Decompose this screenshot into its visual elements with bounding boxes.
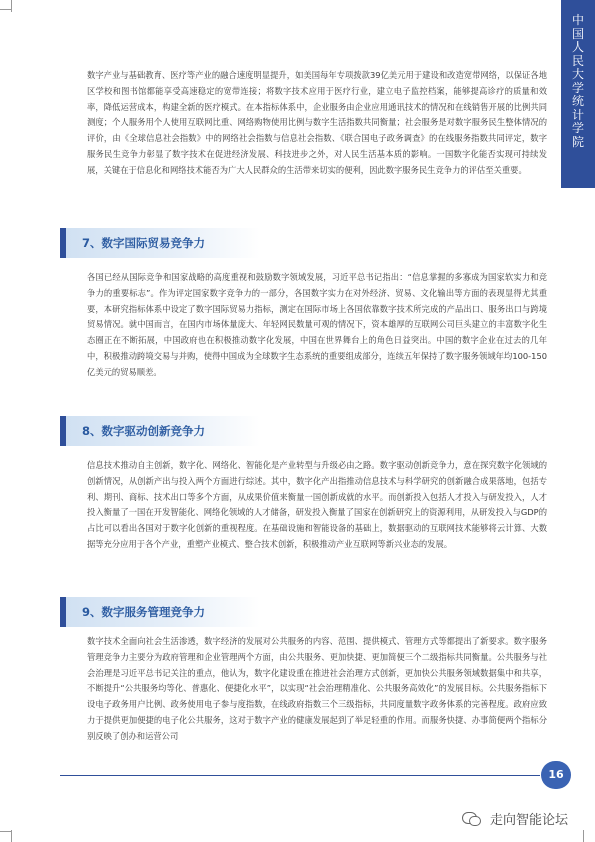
side-tab-char: 统 bbox=[571, 94, 584, 108]
wechat-icon bbox=[462, 810, 482, 826]
side-tab-char: 计 bbox=[571, 107, 584, 122]
side-tab-title bbox=[561, 14, 595, 149]
page-number: 16 bbox=[541, 761, 571, 789]
crop-mark-top-left-v bbox=[11, 0, 12, 12]
section-title: 8、数字驱动创新竞争力 bbox=[82, 424, 206, 438]
heading-accent-bar bbox=[60, 228, 66, 258]
section-title: 7、数字国际贸易竞争力 bbox=[82, 236, 206, 250]
side-tab bbox=[561, 0, 595, 188]
footer-rule bbox=[60, 775, 540, 776]
watermark-text: 走向智能论坛 bbox=[490, 812, 569, 828]
side-tab-char: 学 bbox=[571, 80, 584, 95]
side-tab-char: 大 bbox=[571, 67, 584, 81]
side-tab-char: 人 bbox=[571, 40, 584, 54]
section-heading-7 bbox=[60, 228, 260, 258]
section-heading-8 bbox=[60, 416, 260, 446]
section-paragraph-9: 数字技术全面向社会生活渗透，数字经济的发展对公共服务的内容、范围、提供模式、管理方式等都提出了新要求。数字服务管理竞争力主要分为政府管理和企业管理两个方面，由公共服务、更加快捷、更加简便三个二级指标共同衡量。公共服务与社会治理是习近平总书记关注的重点，他认为，数字化建设重在推进社会治理方式创新，更加快公共服务领域数据集中和共享，不断提升“公共服务均等化、普惠化、便捷化水平”，以实现“社会治理精准化、公共服务高效化”的发展目标。公共服务指标下设电子政务用户比例、政务使用电子参与度指数，在线政府指数三个三级指标，共同度量数字政务体系的完善程度。政府应致力于提供更加便捷的电子化公共服务，这对于数字产业的健康发展起到了举足轻重的作用。而服务快捷、办事简便两个指标分别反映了创办和运营公司 bbox=[87, 636, 547, 741]
section-title: 9、数字服务管理竞争力 bbox=[82, 605, 206, 619]
heading-accent-bar bbox=[60, 597, 66, 627]
crop-mark-bottom-left-v bbox=[11, 830, 12, 842]
intro-paragraph: 数字产业与基础教育、医疗等产业的融合速度明显提升，如美国每年专项拨款39亿美元用于建设和改造宽带网络，以保证各地区学校和图书馆都能享受高速稳定的宽带连接；将数字技术应用于医疗行业，建立电子监控档案，能够提高诊疗的质量和效率，降低运营成本，构建全新的医疗模式。在本指标体系中，企业服务由企业应用通讯技术的情况和在线销售开展的比例共同测度；个人服务用个人使用互联网比重、网络购物使用比例与数字生活指数共同衡量；社会服务是对数字服务民生整体情况的评价，由《全球信息社会指数》中的网络社会指数与信息社会指数、《联合国电子政务调查》的在线服务指数共同评定，数字服务民生竞争力彰显了数字技术在促进经济发展、科技进步之外，对人民生活基本质的影响。一国数字化能否实现可持续发展，关键在于信息化和网络技术能否为广大人民群众的生活带来切实的便利，因此数字服务民生竞争力的评估至关重要。 bbox=[87, 70, 547, 175]
side-tab-char: 国 bbox=[571, 26, 584, 41]
section-heading-9 bbox=[60, 597, 260, 627]
side-tab-char: 民 bbox=[571, 53, 584, 68]
section-paragraph-7: 各国已经从国际竞争和国家战略的高度重视和鼓励数字领域发展，习近平总书记指出：“信息掌握的多寡成为国家软实力和竞争力的重要标志”。作为评定国家数字竞争力的一部分，各国数字实力在对外经济、贸易、文化输出等方面的表现显得尤其重要，本研究指标体系中设定了数字国际贸易力指标，测定在国际市场上各国依靠数字技术所完成的产品出口、服务出口与跨境贸易情况。就中国而言，在国内市场体量庞大、年轻网民数量可观的情况下，资本雄厚的互联网公司巨头建立的丰富数字化生态圈正在不断拓展，中国政府也在积极推动数字化发展，中国在世界舞台上的角色日益突出。中国的数字企业在过去的几年中，积极推动跨境交易与并购，使得中国成为全球数字生态系统的重要组成部分，连续五年保持了数字服务领域年均100-150亿美元的贸易顺差。 bbox=[87, 272, 547, 377]
heading-accent-bar bbox=[60, 416, 66, 446]
side-tab-char: 中 bbox=[571, 13, 584, 27]
side-tab-char: 院 bbox=[571, 134, 584, 149]
side-tab-char: 学 bbox=[571, 121, 584, 135]
section-paragraph-8: 信息技术推动自主创新，数字化、网络化、智能化是产业转型与升级必由之路。数字驱动创新竞争力，意在探究数字化领域的创新情况，从创新产出与投入两个方面进行综述。其中，数字化产出指推动信息技术与科学研究的创新融合成果落地，包括专利、期刊、商标、技术出口等多个方面，从成果价值来衡量一国创新成就的水平。而创新投入包括人才投入与研发投入，人才投入衡量了一国在开发智能化、网络化领域的人才储备，研发投入衡量了国家在创新研究上的资源利用，从研发投入与GDP的占比可以看出各国对于数字化创新的重视程度。在基础设施和智能设备的基础上，数据驱动的互联网技术能够将云计算、大数据等充分应用于各个产业，重塑产业模式、整合技术创新，积极推动产业互联网等新兴业态的发展。 bbox=[87, 460, 547, 549]
watermark bbox=[462, 806, 568, 830]
crop-mark-bottom-right-v bbox=[583, 830, 584, 842]
